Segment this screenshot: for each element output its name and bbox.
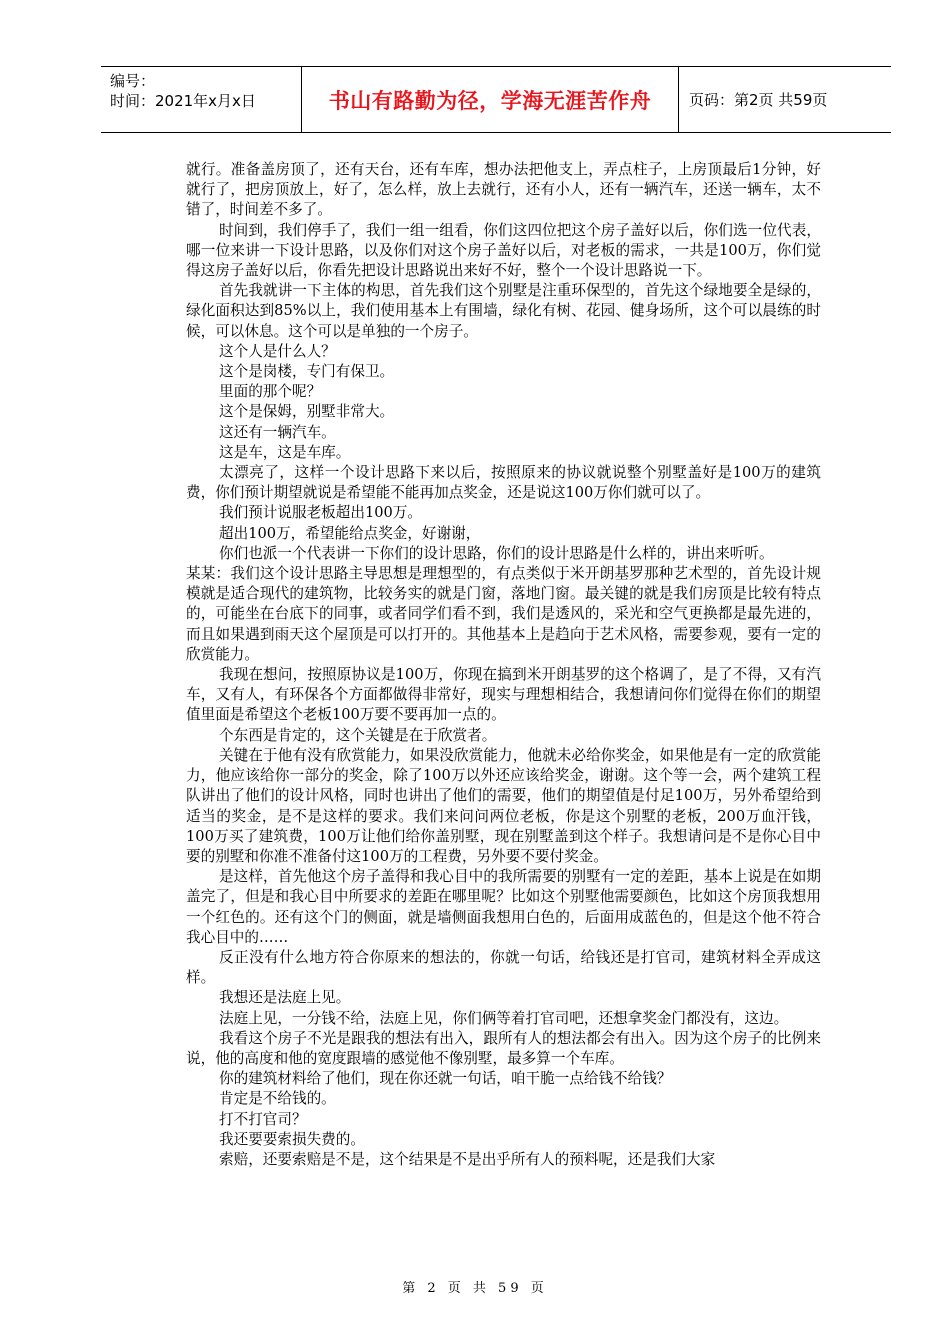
paragraph: 超出100万，希望能给点奖金，好谢谢， bbox=[219, 524, 481, 542]
paragraph: 我现在想问，按照原协议是100万，你现在搞到米开朗基罗的这个格调了，是了不得，又有汽车，又有人，有环保各个方面都做得非常好，现实与理想相结合，我想请问你们觉得在你们的期望值里面是希望这个老板100万要不要再加一点的。 bbox=[186, 666, 821, 724]
paragraph: 打不打官司？ bbox=[219, 1110, 307, 1128]
time-label: 时间：2021年x月x日 bbox=[110, 92, 256, 110]
paragraph: 是这样，首先他这个房子盖得和我心目中的我所需要的别墅有一定的差距，基本上说是在如期盖完了，但是和我心目中所要求的差距在哪里呢？比如这个别墅他需要颜色，比如这个房顶我想用一个红色的。还有这个门的侧面，就是墙侧面我想用白色的，后面用成蓝色的，但是这个他不符合我心目中的…… bbox=[186, 868, 821, 946]
paragraph: 关键在于他有没有欣赏能力，如果没欣赏能力，他就未必给你奖金，如果他是有一定的欣赏能力，他应该给你一部分的奖金，除了100万以外还应该给奖金，谢谢。这个等一会，两个建筑工程队讲出了他们的设计风格，同时也讲出了他们的需要，他们的期望值是付足100万，另外希望给到适当的奖金，是不是这样的要求。我们来问问两位老板，你是这个别墅的老板，200万血汗钱，100万买了建筑费，100万让他们给你盖别墅，现在别墅盖到这个样子。我想请问是不是你心目中要的别墅和你准不准备付这100万的工程费，另外要不要付奖金。 bbox=[186, 746, 821, 865]
paragraph: 法庭上见，一分钱不给，法庭上见，你们俩等着打官司吧，还想拿奖金门都没有，这边。 bbox=[219, 1009, 789, 1027]
document-body bbox=[186, 160, 821, 1170]
paragraph: 索赔，还要索赔是不是，这个结果是不是出乎所有人的预料呢，还是我们大家 bbox=[219, 1150, 716, 1168]
header-table bbox=[101, 66, 891, 133]
paragraph: 我想还是法庭上见。 bbox=[219, 989, 351, 1007]
paragraph: 这是车，这是车库。 bbox=[219, 443, 351, 461]
paragraph: 你的建筑材料给了他们，现在你还就一句话，咱干脆一点给钱不给钱？ bbox=[219, 1070, 672, 1088]
paragraph: 这还有一辆汽车。 bbox=[219, 423, 336, 441]
header-motto: 书山有路勤为径，学海无涯苦作舟 bbox=[302, 67, 679, 132]
paragraph: 这个是岗楼，专门有保卫。 bbox=[219, 363, 395, 381]
paragraph: 首先我就讲一下主体的构思，首先我们这个别墅是注重环保型的，首先这个绿地要全是绿的，绿化面积达到85%以上，我们使用基本上有围墙，绿化有树、花园、健身场所，这个可以晨练的时候，可以休息。这个可以是单独的一个房子。 bbox=[186, 282, 821, 340]
number-label: 编号： bbox=[110, 72, 156, 90]
paragraph: 肯定是不给钱的。 bbox=[219, 1090, 336, 1108]
paragraph: 这个是保姆，别墅非常大。 bbox=[219, 403, 395, 421]
paragraph: 我看这个房子不光是跟我的想法有出入，跟所有人的想法都会有出入。因为这个房子的比例来说，他的高度和他的宽度跟墙的感觉他不像别墅，最多算一个车库。 bbox=[186, 1029, 821, 1067]
page-footer: 第 2 页 共 59 页 bbox=[402, 1281, 548, 1296]
paragraph: 时间到，我们停手了，我们一组一组看，你们这四位把这个房子盖好以后，你们选一位代表，哪一位来讲一下设计思路，以及你们对这个房子盖好以后，对老板的需求，一共是100万，你们觉得这房子盖好以后，你看先把设计思路说出来好不好，整个一个设计思路说一下。 bbox=[186, 221, 821, 280]
paragraph: 我还要要索损失费的。 bbox=[219, 1130, 365, 1148]
paragraph: 就行。准备盖房顶了，还有天台，还有车库，想办法把他支上，弄点柱子，上房顶最后1分钟，好就行了，把房顶放上，好了，怎么样，放上去就行，还有小人，还有一辆汽车，还送一辆车，太不错了，时间差不多了。 bbox=[186, 161, 821, 219]
paragraph: 里面的那个呢？ bbox=[219, 383, 322, 401]
paragraph: 反正没有什么地方符合你原来的想法的，你就一句话，给钱还是打官司，建筑材料全弄成这样。 bbox=[186, 948, 821, 987]
paragraph: 某某：我们这个设计思路主导思想是理想型的，有点类似于米开朗基罗那种艺术型的，首先设计规模就是适合现代的建筑物，比较务实的就是门窗，落地门窗。最关键的就是我们房顶是比较有特点的，可能坐在台底下的同事，或者同学们看不到，我们是透风的，采光和空气更换都是最先进的，而且如果遇到雨天这个屋顶是可以打开的。其他基本上是趋向于艺术风格，需要参观，要有一定的欣赏能力。 bbox=[186, 565, 821, 663]
paragraph: 我们预计说服老板超出100万。 bbox=[219, 504, 422, 522]
paragraph: 这个人是什么人？ bbox=[219, 342, 336, 360]
page-info: 页码：第2页 共59页 bbox=[689, 91, 828, 109]
paragraph: 你们也派一个代表讲一下你们的设计思路，你们的设计思路是什么样的，讲出来听听。 bbox=[219, 544, 774, 562]
paragraph: 太漂亮了，这样一个设计思路下来以后，按照原来的协议就说整个别墅盖好是100万的建筑费，你们预计期望就说是希望能不能再加点奖金，还是说这100万你们就可以了。 bbox=[186, 464, 821, 502]
header-meta bbox=[101, 67, 302, 132]
paragraph: 个东西是肯定的，这个关键是在于欣赏者。 bbox=[219, 726, 497, 744]
